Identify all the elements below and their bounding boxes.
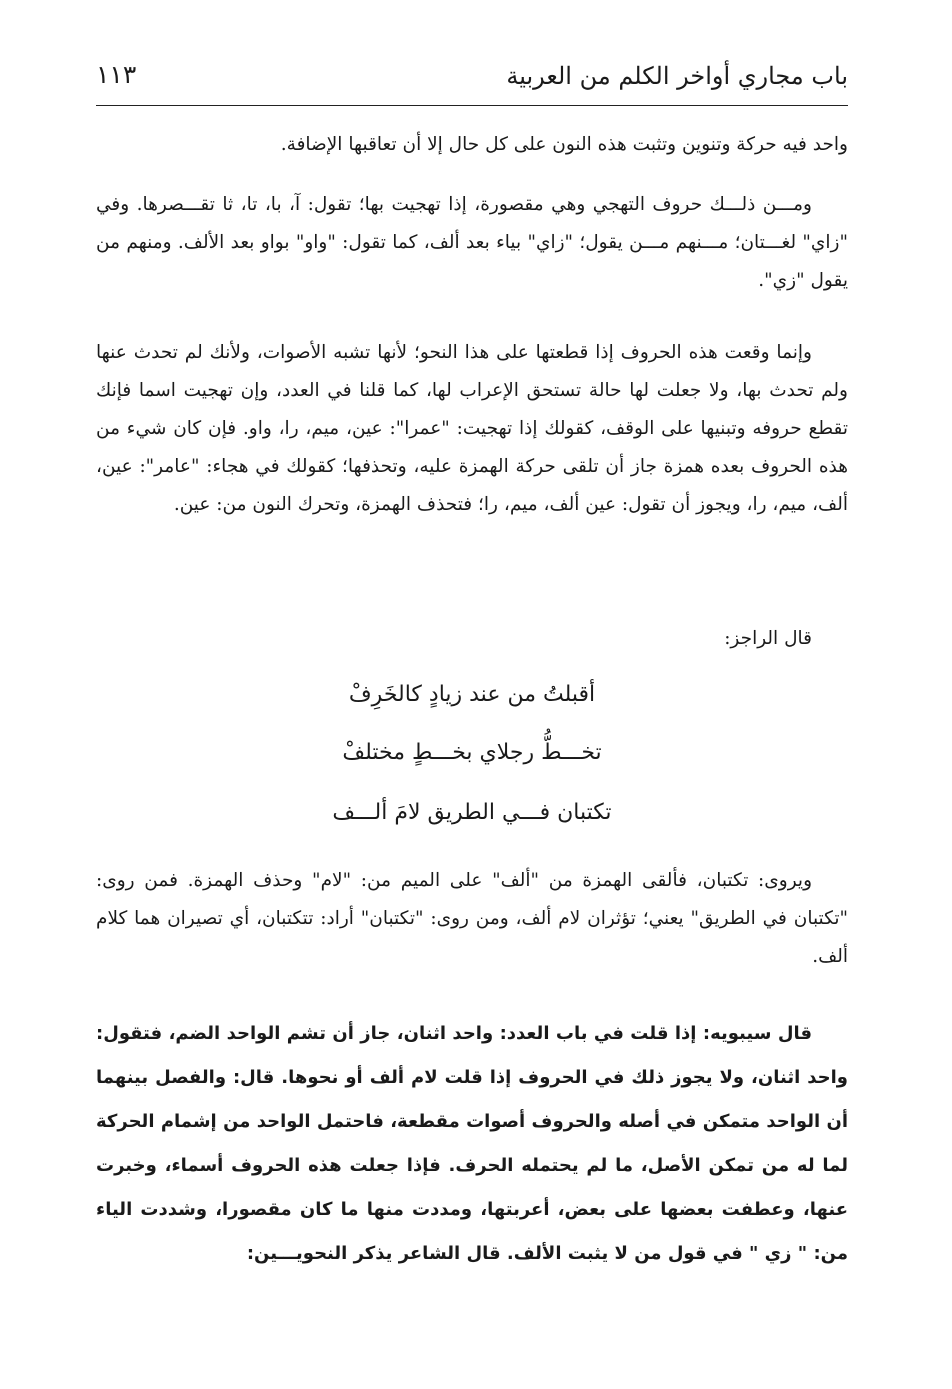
- verse-line-3: تكتبان فـــي الطريق لامَ ألـــف: [332, 800, 612, 825]
- paragraph-rajaz-intro: قال الراجز:: [724, 628, 812, 649]
- paragraph-continuation: واحد فيه حركة وتنوين وتثبت هذه النون على كل حال إلا أن تعاقبها الإضافة.: [280, 134, 848, 155]
- paragraph-narration: ويروى: تكتبان، فألقى الهمزة من "ألف" على الميم من: "لام" وحذف الهمزة. فمن روى: "تكتبان في الطريق" يعني؛ تؤثران لام ألف، ومن روى: "تكتبان" أراد: تتكتبان، أي تصيران هما كلام ألف.: [96, 870, 848, 967]
- paragraph-letters-spelling: ومـــن ذلـــك حروف التهجي وهي مقصورة، إذا تهجيت بها؛ تقول: آ، با، تا، ثا تقـــصرها. وفي "زاي" لغـــتان؛ مـــنهم مـــن يقول؛ "زاي" بياء بعد ألف، كما تقول: "واو" بواو بعد الألف. ومنهم من يقول "زي".: [96, 194, 848, 291]
- chapter-title: باب مجاري أواخر الكلم من العربية: [506, 62, 848, 90]
- header-divider: [96, 105, 848, 106]
- verse-line-2: تخـــطُّ رجلاي بخـــطٍ مختلفْ: [342, 740, 602, 765]
- page-header: [96, 52, 848, 102]
- page-number: ١١٣: [96, 60, 137, 89]
- verse-line-1: أقبلتُ من عند زيادٍ كالخَرِفْ: [348, 682, 596, 707]
- paragraph-sibawayh: قال سيبويه: إذا قلت في باب العدد: واحد اثنان، جاز أن تشم الواحد الضم، فتقول: واحد اثنان، ولا يجوز ذلك في الحروف إذا قلت لام ألف أو نحوها. قال: والفصل بينهما أن الواحد متمكن في أصله والحروف أصوات مقطعة، فاحتمل الواحد من إشمام الحركة لما له من تمكن الأصل، ما لم يحتمله الحرف. فإذا جعلت هذه الحروف أسماء، وخبرت عنها، وعطفت بعضها على بعض، أعربتها، ومددت منها ما كان مقصورا، وشددت الياء من: " زي " في قول من لا يثبت الألف. قال الشاعر يذكر النحويـــين:: [96, 1023, 848, 1264]
- paragraph-letters-reason: وإنما وقعت هذه الحروف إذا قطعتها على هذا النحو؛ لأنها تشبه الأصوات، ولأنك لم تحدث عنها ولم تحدث بها، ولا جعلت لها حالة تستحق الإعراب لها، كما قلنا في العدد، وإن تهجيت اسما فإنك تقطع حروفه وتبنيها على الوقف، كقولك إذا تهجيت: "عمرا": عين، ميم، را، واو. فإن كان شيء من هذه الحروف بعده همزة جاز أن تلقى حركة الهمزة عليه، وتحذفها؛ كقولك في هجاء: "عامر": عين، ألف، ميم، را، ويجوز أن تقول: عين ألف، ميم، را؛ فتحذف الهمزة، وتحرك النون من: عين.: [96, 342, 848, 515]
